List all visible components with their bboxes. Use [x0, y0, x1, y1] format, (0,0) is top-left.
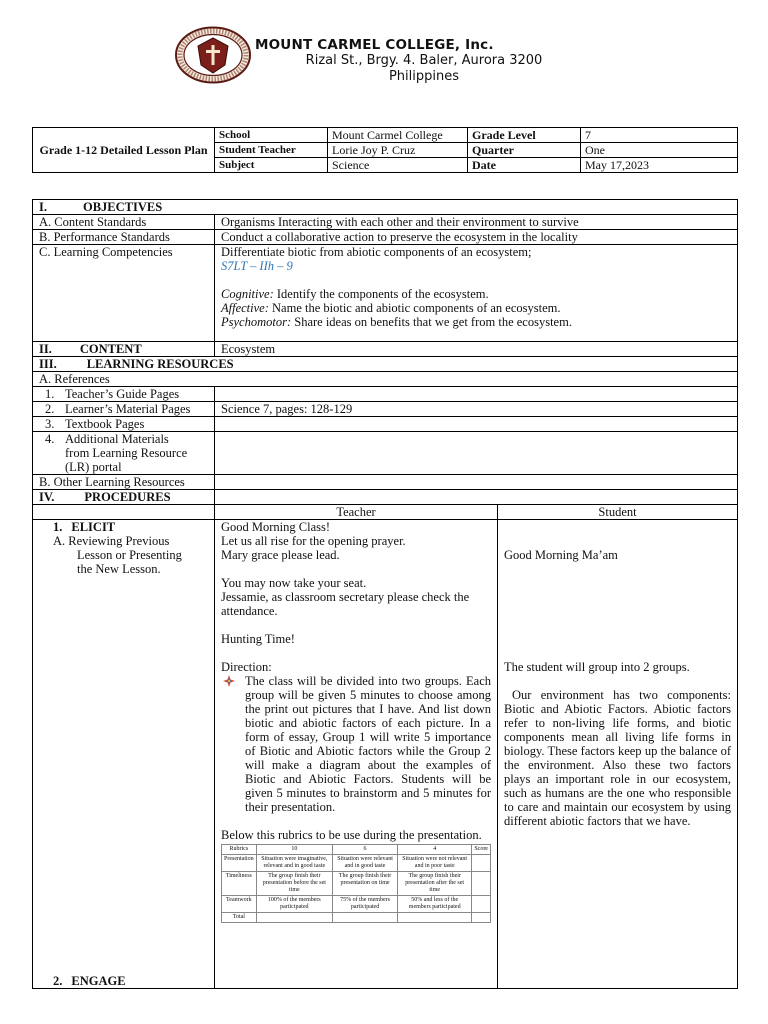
procedures-heading [33, 490, 215, 505]
elicit-heading [39, 520, 208, 534]
competency-text: Differentiate biotic from abiotic components of an ecosystem; [221, 245, 532, 259]
rubric-cell [472, 855, 491, 872]
textbook-text: Textbook Pages [65, 417, 145, 431]
learning-competencies-value [215, 245, 738, 342]
date-value: May 17,2023 [581, 158, 738, 173]
rubric-cell: 75% of the members participated [333, 896, 398, 913]
rubric-header: Score [472, 845, 491, 855]
psychomotor-text: Share ideas on benefits that we get from the ecosystem. [291, 315, 572, 329]
review-line1: A. Reviewing Previous [53, 534, 170, 548]
teacher-line: Good Morning Class! [221, 520, 331, 534]
rubric-cell: Situation were imaginative, relevant and in good taste [256, 855, 332, 872]
rubric-row [222, 872, 491, 896]
rubric-cell: Situation were relevant and in good taste [333, 855, 398, 872]
references-label: A. References [33, 372, 738, 387]
rubric-header: Rubrics [222, 845, 257, 855]
elicit-title: ELICIT [71, 520, 116, 534]
student-column-header: Student [498, 505, 738, 520]
performance-standards-label: B. Performance Standards [33, 230, 215, 245]
rubric-row [222, 896, 491, 913]
rubric-cell [256, 913, 332, 923]
student-teacher-label: Student Teacher [215, 143, 328, 158]
review-line3: the New Lesson. [77, 562, 161, 576]
cognitive-label: Cognitive: [221, 287, 274, 301]
direction-item [245, 674, 491, 814]
quarter-label: Quarter [468, 143, 581, 158]
teacher-line: Jessamie, as classroom secretary please check the attendance. [221, 590, 470, 618]
school-address: Rizal St., Brgy. 4. Baler, Aurora 3200 [305, 53, 543, 68]
quarter-value: One [581, 143, 738, 158]
date-label: Date [468, 158, 581, 173]
direction-text: The class will be divided into two groups. Each group will be given 5 minutes to choose among the print out pictures that I have. And list down biotic and abiotic factors of each picture. In a form of essay, Group 1 will write 5 importance of Biotic and Abiotic factors while the Group 2 will make a diagram about the examples of Biotic and Abiotic Factors. Students will be given 5 minutes to brainstorm and 5 minutes for their presentation. [245, 674, 491, 814]
content-value: Ecosystem [215, 342, 738, 357]
textbook-value [215, 417, 738, 432]
rubric-cell [472, 896, 491, 913]
procedures-heading-empty [215, 490, 738, 505]
rubric-cell: Teamwork [222, 896, 257, 913]
teachers-guide-label [33, 387, 215, 402]
objectives-heading [33, 200, 738, 215]
procedures-title: PROCEDURES [84, 490, 171, 504]
psychomotor-label: Psychomotor: [221, 315, 292, 329]
content-standards-value: Organisms Interacting with each other and their environment to survive [215, 215, 738, 230]
elicit-cell [33, 520, 215, 989]
rubric-cell: The group finish their presentation after the set time [398, 872, 472, 896]
rubric-row [222, 855, 491, 872]
teacher-line [221, 646, 491, 660]
teachers-guide-value [215, 387, 738, 402]
other-resources-label: B. Other Learning Resources [33, 475, 215, 490]
teacher-line: Let us all rise for the opening prayer. [221, 534, 406, 548]
rubric-header: 6 [333, 845, 398, 855]
engage-num: 2. [53, 974, 63, 988]
teacher-line: Mary grace please lead. [221, 548, 340, 562]
school-name: MOUNT CARMEL COLLEGE, Inc. [255, 37, 494, 53]
student-teacher-value: Lorie Joy P. Cruz [328, 143, 468, 158]
performance-standards-value: Conduct a collaborative action to preserve the ecosystem in the locality [215, 230, 738, 245]
rubric-cell [398, 913, 472, 923]
school-value: Mount Carmel College [328, 128, 468, 143]
procedures-num: IV. [39, 490, 55, 504]
learners-material-text: Learner’s Material Pages [65, 402, 191, 416]
textbook-label [33, 417, 215, 432]
star-bullet-icon [223, 675, 235, 687]
teacher-column [215, 520, 498, 989]
content-num: II. [39, 342, 52, 356]
direction-list [221, 674, 491, 814]
rubric-cell [333, 913, 398, 923]
teacher-line: You may now take your seat. [221, 576, 367, 590]
objectives-num: I. [39, 200, 47, 214]
rubric-cell: Timeliness [222, 872, 257, 896]
teachers-guide-text: Teacher’s Guide Pages [65, 387, 180, 401]
content-heading [33, 342, 215, 357]
item-num: 3. [45, 417, 55, 431]
psychomotor-objective [221, 315, 731, 329]
grade-level-value: 7 [581, 128, 738, 143]
teacher-line: Hunting Time! [221, 632, 295, 646]
rubric-cell: Situation were not relevant and in poor taste [398, 855, 472, 872]
rubric-cell: Presentation [222, 855, 257, 872]
rubric-cell: The group finish their presentation before the set time [256, 872, 332, 896]
subject-value: Science [328, 158, 468, 173]
rubric-header: 4 [398, 845, 472, 855]
elicit-num: 1. [53, 520, 63, 534]
affective-label: Affective: [221, 301, 269, 315]
additional-materials-line3: (LR) portal [65, 460, 122, 474]
learning-resources-heading [33, 357, 738, 372]
additional-materials-line2: from Learning Resource [65, 446, 188, 460]
rubric-cell: 100% of the members participated [256, 896, 332, 913]
student-grouping: The student will group into 2 groups. [504, 660, 690, 674]
learners-material-value: Science 7, pages: 128-129 [215, 402, 738, 417]
lesson-info-table [32, 127, 738, 173]
resources-title: LEARNING RESOURCES [86, 357, 234, 371]
engage-title: ENGAGE [71, 974, 126, 988]
subject-label: Subject [215, 158, 328, 173]
teacher-column-header: Teacher [215, 505, 498, 520]
objectives-title: OBJECTIVES [83, 200, 163, 214]
teacher-line [221, 562, 491, 576]
additional-materials-line1: Additional Materials [65, 432, 169, 446]
cognitive-text: Identify the components of the ecosystem. [273, 287, 489, 301]
cognitive-objective [221, 287, 731, 301]
engage-heading [53, 974, 126, 988]
content-title: CONTENT [79, 342, 142, 356]
learners-material-label [33, 402, 215, 417]
school-country: Philippines [388, 69, 460, 84]
school-label: School [215, 128, 328, 143]
rubric-row [222, 913, 491, 923]
rubric-cell: Total [222, 913, 257, 923]
additional-materials-label [33, 432, 215, 475]
rubric-header: 10 [256, 845, 332, 855]
procedures-header-empty [33, 505, 215, 520]
rubric-cell [472, 872, 491, 896]
item-num: 1. [45, 387, 55, 401]
teacher-line [221, 618, 491, 632]
teacher-line: Direction: [221, 660, 272, 674]
student-greeting: Good Morning Ma’am [504, 548, 618, 562]
competency-code: S7LT – IIh – 9 [221, 259, 293, 273]
affective-text: Name the biotic and abiotic components of an ecosystem. [268, 301, 561, 315]
rubric-cell: 50% and less of the members participated [398, 896, 472, 913]
resources-num: III. [39, 357, 57, 371]
lesson-plan-table [32, 199, 738, 989]
additional-materials-value [215, 432, 738, 475]
rubric-table [221, 844, 491, 923]
rubric-cell: The group finish their presentation on time [333, 872, 398, 896]
rubrics-intro: Below this rubrics to be use during the presentation. [221, 828, 482, 842]
item-num: 2. [45, 402, 55, 416]
grade-level-label: Grade Level [468, 128, 581, 143]
plan-title: Grade 1-12 Detailed Lesson Plan [33, 128, 215, 173]
content-standards-label: A. Content Standards [33, 215, 215, 230]
learning-competencies-label: C. Learning Competencies [33, 245, 215, 342]
student-answer: Our environment has two components: Biotic and Abiotic Factors. Abiotic factors refer to non-living life forms, and biotic components mean all living life forms in biology. These factors keep up the balance of the environment. Also these two factors plays an important role in our ecosystem, such as humans are the one who responsible to care and maintain our ecosystem by using different abiotic factors that we have. [504, 688, 731, 828]
review-line2: Lesson or Presenting [77, 548, 182, 562]
affective-objective [221, 301, 731, 315]
student-column [498, 520, 738, 989]
rubric-cell [472, 913, 491, 923]
other-resources-value [215, 475, 738, 490]
item-num: 4. [45, 432, 55, 446]
